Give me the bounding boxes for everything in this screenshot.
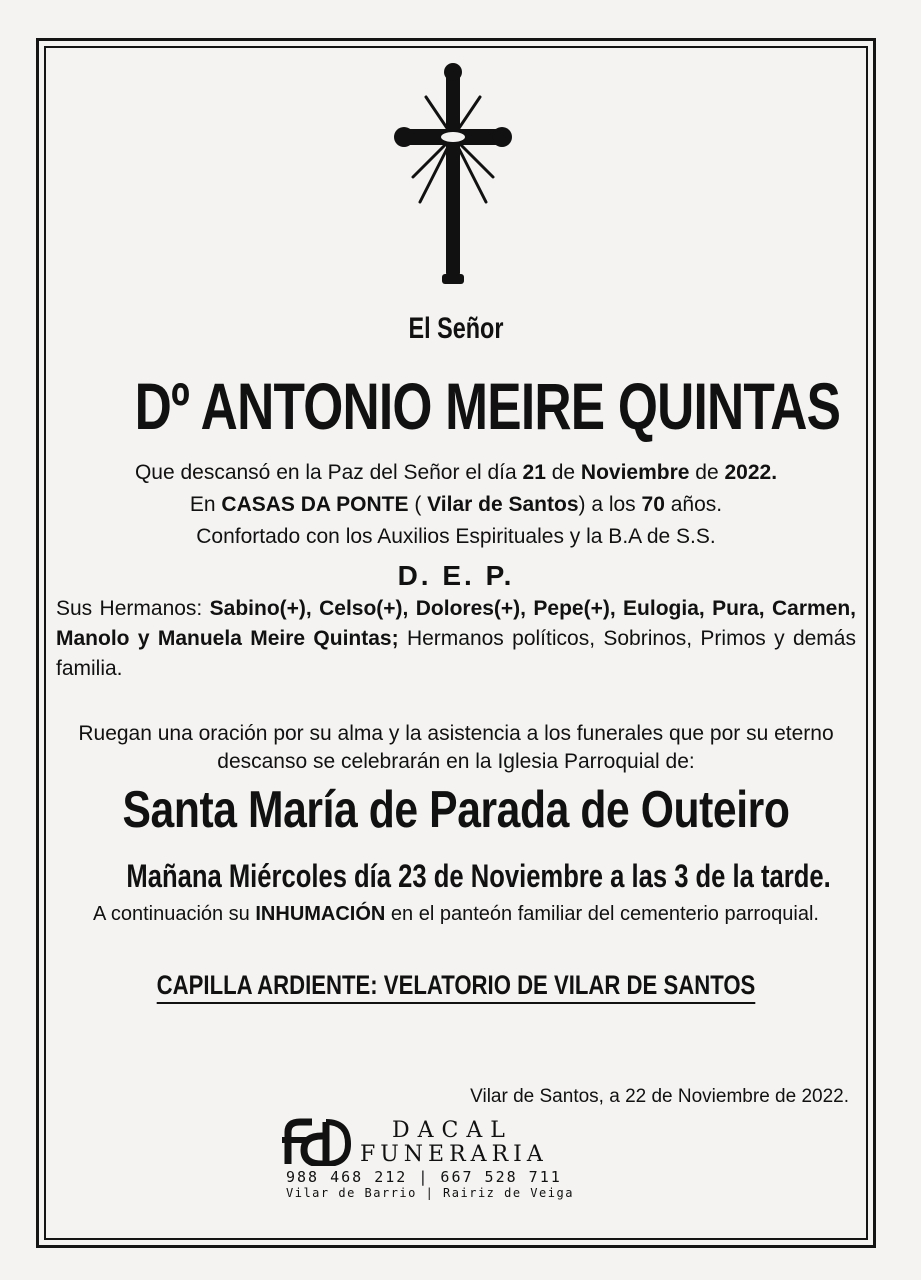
- logo-name-funeraria: FUNERARIA: [360, 1142, 548, 1167]
- cross-icon: [388, 62, 518, 292]
- sacraments-line: Confortado con los Auxilios Espirituales y la B.A de S.S.: [196, 525, 716, 548]
- fd-logo-icon: [282, 1118, 354, 1166]
- mass-time: Mañana Miércoles día 23 de Noviembre a las 3 de la tarde.: [126, 858, 831, 894]
- dateline: Vilar de Santos, a 22 de Noviembre de 2022.: [470, 1086, 849, 1107]
- logo-places: Vilar de Barrio | Rairiz de Veiga: [286, 1186, 574, 1200]
- title-prefix: El Señor: [408, 312, 504, 345]
- deceased-name: Dº ANTONIO MEIRE QUINTAS: [134, 369, 841, 443]
- prayer-request: Ruegan una oración por su alma y la asistencia a los funerales que por su eterno descanso se celebrarán en la Iglesia Parroquial de:: [78, 722, 834, 773]
- chapel-line: CAPILLA ARDIENTE: VELATORIO DE VILAR DE SANTOS: [118, 970, 794, 1001]
- dep-heading: D. E. P.: [397, 560, 515, 591]
- logo-name-dacal: DACAL: [392, 1118, 513, 1143]
- logo-phones: 988 468 212 | 667 528 711: [286, 1168, 562, 1186]
- funeral-home-logo: [282, 1118, 622, 1208]
- death-date-line: Que descansó en la Paz del Señor el día 21 de Noviembre de 2022.: [134, 461, 778, 484]
- burial-line: A continuación su INHUMACIÓN en el panteón familiar del cementerio parroquial.: [93, 903, 819, 925]
- church-name: Santa María de Parada de Outeiro: [122, 781, 790, 839]
- death-place-line: En CASAS DA PONTE ( Vilar de Santos) a los 70 años.: [189, 493, 723, 516]
- family-paragraph: Sus Hermanos: Sabino(+), Celso(+), Dolores(+), Pepe(+), Eulogia, Pura, Carmen, Manolo y Manuela Meire Quintas; Hermanos políticos, Sobrinos, Primos y demás familia.: [56, 597, 856, 680]
